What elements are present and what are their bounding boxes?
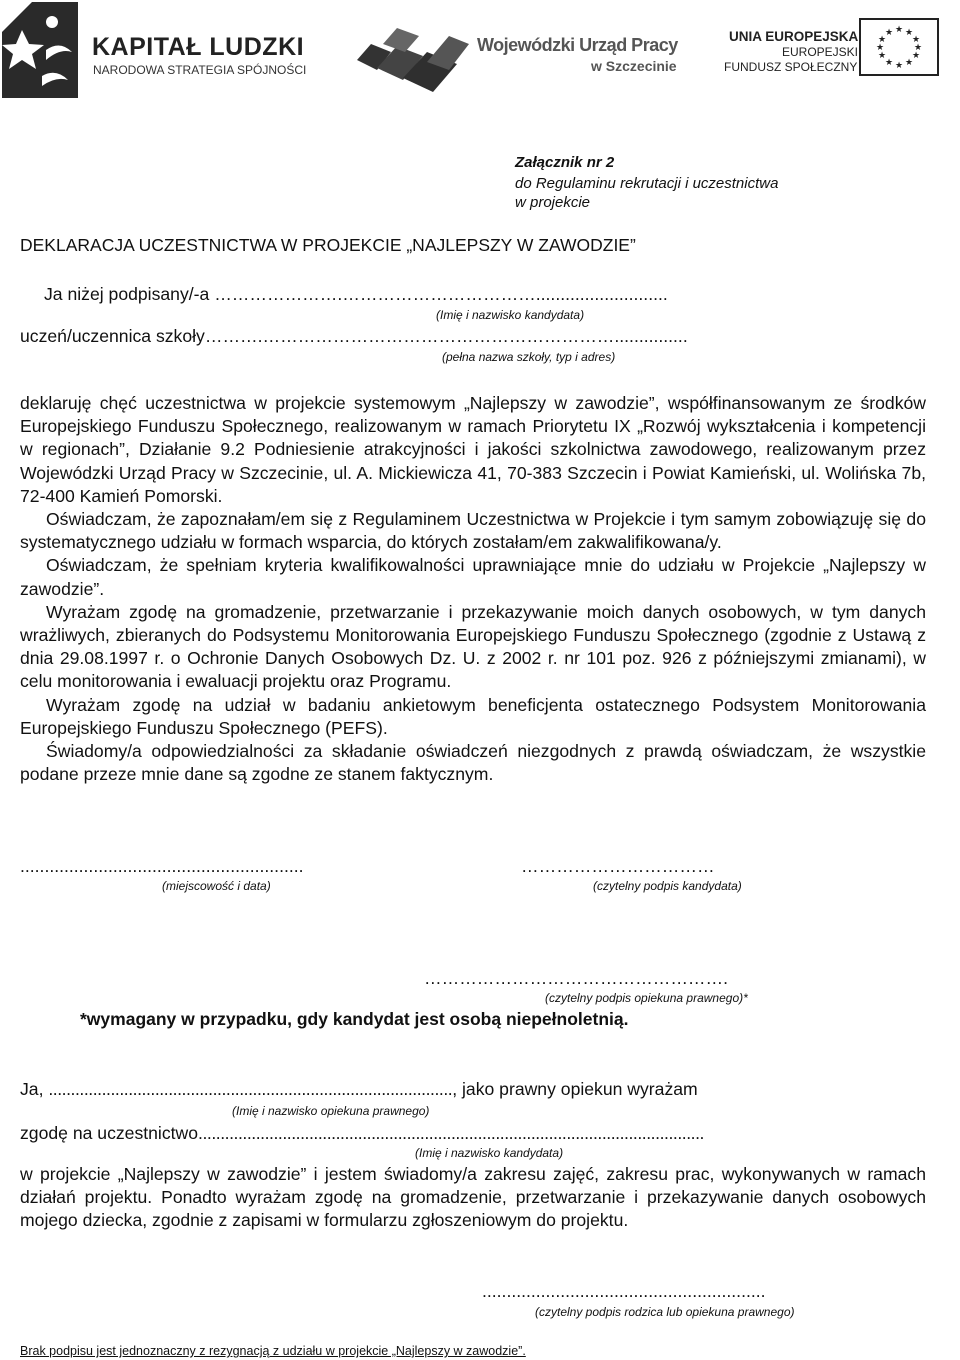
svg-text:★: ★	[913, 43, 923, 53]
guardian-line-1	[20, 1078, 698, 1101]
candidate-signature-field[interactable]: ……………………………	[521, 856, 715, 876]
svg-text:★: ★	[877, 35, 887, 45]
guardian-paragraph: w projekcie „Najlepszy w zawodzie” i jestem świadomy/a zakresu zajęć, zakresu prac, wykonywanych w ramach działań projektu. Ponadto wyrażam zgodę na gromadzenie, przetwarzanie i przekazywanie danych osobowych mojego dziecka, zgodnie z zapisami w formularzu zgłoszeniowym do projektu.	[20, 1164, 926, 1231]
candidate-signature-caption: (czytelny podpis kandydata)	[593, 879, 742, 893]
guardian-line1-start: Ja,	[20, 1079, 49, 1099]
guardian-signature-caption: (czytelny podpis opiekuna prawnego)*	[545, 991, 748, 1005]
parent-signature-caption: (czytelny podpis rodzica lub opiekuna prawnego)	[535, 1305, 795, 1319]
wup-line1: Wojewódzki Urząd Pracy	[477, 35, 678, 55]
kapital-ludzki-subtitle: NARODOWA STRATEGIA SPÓJNOŚCI	[93, 63, 307, 77]
declaration-paragraph-5: Wyrażam zgodę na udział w badaniu ankietowym beneficjenta ostatecznego Podsystem Monitorowania Europejskiego Funduszu Społecznego (PEFS).	[20, 694, 926, 738]
svg-text:★: ★	[911, 51, 921, 61]
attachment-line2: do Regulaminu rekrutacji i uczestnictwa	[515, 175, 779, 192]
guardian-signature-field[interactable]: …………………………………………….	[424, 968, 728, 988]
school-line	[20, 325, 688, 348]
svg-text:★: ★	[911, 35, 921, 45]
child-name-caption: (Imię i nazwisko kandydata)	[415, 1146, 564, 1160]
ue-line1: UNIA EUROPEJSKA	[729, 29, 859, 44]
svg-text:★: ★	[894, 61, 904, 71]
signer-line	[44, 283, 668, 306]
svg-text:★: ★	[884, 58, 894, 68]
document-title: DEKLARACJA UCZESTNICTWA W PROJEKCIE „NAJLEPSZY W ZAWODZIE”	[20, 235, 636, 255]
parent-signature-field[interactable]: ..........................................................	[482, 1281, 766, 1301]
footer-note: Brak podpisu jest jednoznaczny z rezygnacją z udziału w projekcie „Najlepszy w zawodzie”.	[20, 1344, 526, 1358]
ue-line3: FUNDUSZ SPOŁECZNY	[724, 60, 858, 74]
place-date-caption: (miejscowość i data)	[162, 879, 271, 893]
wup-logo-icon	[357, 22, 469, 94]
svg-text:★: ★	[894, 25, 904, 35]
attachment-line3: w projekcie	[515, 194, 591, 211]
guardian-name-caption: (Imię i nazwisko opiekuna prawnego)	[232, 1104, 430, 1118]
declaration-paragraph-1: deklaruję chęć uczestnictwa w projekcie systemowym „Najlepszy w zawodzie”, współfinansowanym ze środków Europejskiego Funduszu Społecznego, realizowanym w ramach Priorytetu IX „Rozwój wykształcenia i kompetencji w regionach”, Działanie 9.2 Podniesienie atrakcyjności i jakości szkolnictwa zawodowego, realizowanym przez Wojewódzki Urząd Pracy w Szczecinie, ul. A. Mickiewicza 41, 70-383 Szczecin i Powiat Kamieński, ul. Wolińska 7b, 72-400 Kamień Pomorski.	[20, 393, 926, 506]
svg-text:★: ★	[875, 43, 885, 53]
kapital-ludzki-logo-icon	[2, 2, 78, 98]
signer-caption: (Imię i nazwisko kandydata)	[436, 308, 585, 322]
svg-text:★: ★	[904, 28, 914, 38]
school-name-field[interactable]: ……….……………………………………………………...............	[204, 326, 688, 346]
school-label: uczeń/uczennica szkoły	[20, 326, 205, 346]
declaration-paragraph-6: Świadomy/a odpowiedzialności za składanie oświadczeń niezgodnych z prawdą oświadczam, że wszystkie podane przeze mnie dane są zgodne ze stanem faktycznym.	[20, 741, 926, 785]
school-caption: (pełna nazwa szkoły, typ i adres)	[442, 350, 616, 364]
attachment-number: Załącznik nr 2	[515, 154, 615, 171]
guardian-line2-label: zgodę na uczestnictwo	[20, 1123, 198, 1143]
guardian-name-field[interactable]: ...........................................................................................	[48, 1079, 453, 1099]
declaration-paragraph-3: Oświadczam, że spełniam kryteria kwalifikowalności uprawniające mnie do udziału w Projekcie „Najlepszy w zawodzie”.	[20, 555, 926, 599]
place-date-field[interactable]: ..........................................................	[20, 856, 304, 876]
ue-line2: EUROPEJSKI	[782, 45, 859, 59]
child-name-field[interactable]: ..................................................................................................................	[198, 1123, 704, 1143]
svg-text:★: ★	[904, 58, 914, 68]
kapital-ludzki-title: KAPITAŁ LUDZKI	[92, 33, 305, 61]
svg-text:★: ★	[884, 28, 894, 38]
signer-label: Ja niżej podpisany/-a	[44, 284, 210, 304]
guardian-line-2	[20, 1122, 704, 1145]
declaration-paragraph-4: Wyrażam zgodę na gromadzenie, przetwarzanie i przekazywanie moich danych osobowych, w tym danych wrażliwych, zbieranych do Podsystemu Monitorowania Europejskiego Funduszu Społecznego (zgodnie z Ustawą z dnia 29.08.1997 r. o Ochronie Danych Osobowych Dz. U. z 2002 r. nr 101 poz. 926 z późniejszymi zmianami), w celu monitorowania i ewaluacji projektu oraz Programu.	[20, 601, 926, 692]
wup-line2: w Szczecinie	[591, 58, 677, 74]
signer-name-field[interactable]: ………………….……………………………...........................	[214, 284, 668, 304]
guardian-line1-end: , jako prawny opiekun wyrażam	[452, 1079, 698, 1099]
svg-text:★: ★	[877, 51, 887, 61]
declaration-body	[20, 392, 926, 786]
minor-requirement-note: *wymagany w przypadku, gdy kandydat jest osobą niepełnoletnią.	[80, 1009, 629, 1029]
eu-flag-icon	[859, 18, 939, 76]
declaration-paragraph-2: Oświadczam, że zapoznałam/em się z Regulaminem Uczestnictwa w Projekcie i tym samym zobowiązuję się do systematycznego udziału w formach wsparcia, do których zostałam/em zakwalifikowana/y.	[20, 509, 926, 553]
